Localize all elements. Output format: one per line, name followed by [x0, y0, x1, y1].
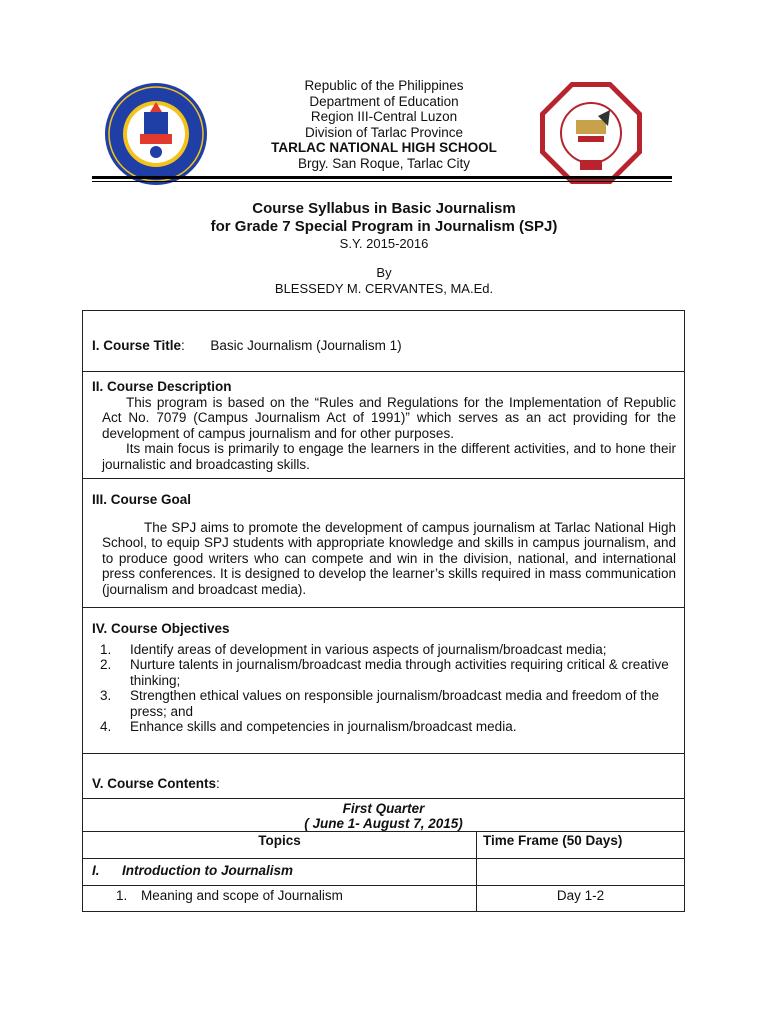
- column-header-topics: Topics: [83, 832, 477, 859]
- objective-item: [100, 688, 676, 719]
- objective-number: 1.: [100, 641, 112, 657]
- letterhead-region: Region III-Central Luzon: [310, 109, 458, 124]
- syllabus-title-line1: Course Syllabus in Basic Journalism: [252, 200, 516, 217]
- objective-number: 4.: [100, 719, 112, 734]
- course-contents-section: [82, 753, 685, 798]
- quarter-dates: ( June 1- August 7, 2015): [304, 816, 463, 831]
- column-header-time-frame: Time Frame (50 Days): [477, 832, 685, 859]
- quarter-title: First Quarter: [342, 801, 425, 816]
- letterhead-republic: Republic of the Philippines: [304, 78, 464, 93]
- syllabus-title-line2: for Grade 7 Special Program in Journalism (SPJ): [210, 218, 558, 235]
- letterhead: [0, 78, 768, 171]
- letterhead-division: Division of Tarlac Province: [304, 124, 464, 140]
- topic-number: 1.: [116, 888, 128, 903]
- course-goal-paragraph: The SPJ aims to promote the development of campus journalism at Tarlac National High School, to equip SPJ students with appropriate knowledge and skills in campus journalism, and to produce good writers who can compete and win in the division, national, and international press conferences. It is designed to develop the learner’s skills required in mass communication (journalism and broadcast media).: [102, 519, 676, 597]
- course-title-label: I. Course Title: [92, 338, 182, 353]
- unit-row-cell: [83, 859, 477, 886]
- letterhead-school: TARLAC NATIONAL HIGH SCHOOL: [271, 140, 497, 155]
- course-objectives-label: IV. Course Objectives: [92, 621, 230, 636]
- course-goal-section: [82, 478, 685, 607]
- unit-number: I.: [92, 863, 100, 878]
- objective-item: [100, 657, 676, 688]
- topic-time-frame: Day 1-2: [477, 886, 685, 912]
- syllabus-title-block: [0, 200, 768, 297]
- author-name: BLESSEDY M. CERVANTES, MA.Ed.: [274, 281, 494, 296]
- course-description-paragraph-1: This program is based on the “Rules and Regulations for the Implementation of Republic Act No. 7079 (Campus Journalism Act of 1991)” which serves as an act providing for the development of campus journalism and for other purposes.: [102, 394, 676, 441]
- objective-number: 3.: [100, 688, 112, 703]
- topic-text: Meaning and scope of Journalism: [141, 888, 343, 903]
- objective-item: [100, 719, 676, 735]
- course-description-paragraph-2: Its main focus is primarily to engage the learners in the different activities, and to hone their journalistic and broadcasting skills.: [102, 441, 676, 472]
- letterhead-department: Department of Education: [309, 93, 459, 109]
- objective-item: [100, 642, 676, 658]
- objective-number: 2.: [100, 657, 112, 672]
- unit-time-cell: [477, 859, 685, 886]
- unit-title: Introduction to Journalism: [122, 863, 293, 878]
- objective-text: Nurture talents in journalism/broadcast media through activities requiring critical & creative thinking;: [130, 657, 669, 688]
- by-label: By: [376, 265, 392, 280]
- course-contents-label: V. Course Contents: [92, 776, 217, 791]
- course-contents-table: [82, 798, 685, 912]
- course-goal-label: III. Course Goal: [92, 492, 192, 507]
- header-rule-thick: [92, 176, 672, 179]
- quarter-header-cell: [83, 799, 685, 832]
- course-title-value: Basic Journalism (Journalism 1): [210, 338, 402, 353]
- school-year: S.Y. 2015-2016: [339, 236, 429, 251]
- objective-text: Strengthen ethical values on responsible journalism/broadcast media and freedom of the press; and: [130, 688, 660, 719]
- course-objectives-section: [82, 607, 685, 753]
- course-title-section: [82, 310, 685, 371]
- objectives-list: [92, 642, 676, 735]
- header-rule-thin: [92, 181, 672, 182]
- topic-row-cell: [83, 886, 477, 912]
- course-title-colon: :: [181, 338, 185, 353]
- objective-text: Enhance skills and competencies in journalism/broadcast media.: [130, 719, 517, 734]
- objective-text: Identify areas of development in various aspects of journalism/broadcast media;: [130, 641, 607, 657]
- course-description-label: II. Course Description: [92, 379, 232, 394]
- course-contents-colon: :: [216, 776, 220, 791]
- letterhead-address: Brgy. San Roque, Tarlac City: [297, 155, 471, 171]
- course-description-section: [82, 371, 685, 478]
